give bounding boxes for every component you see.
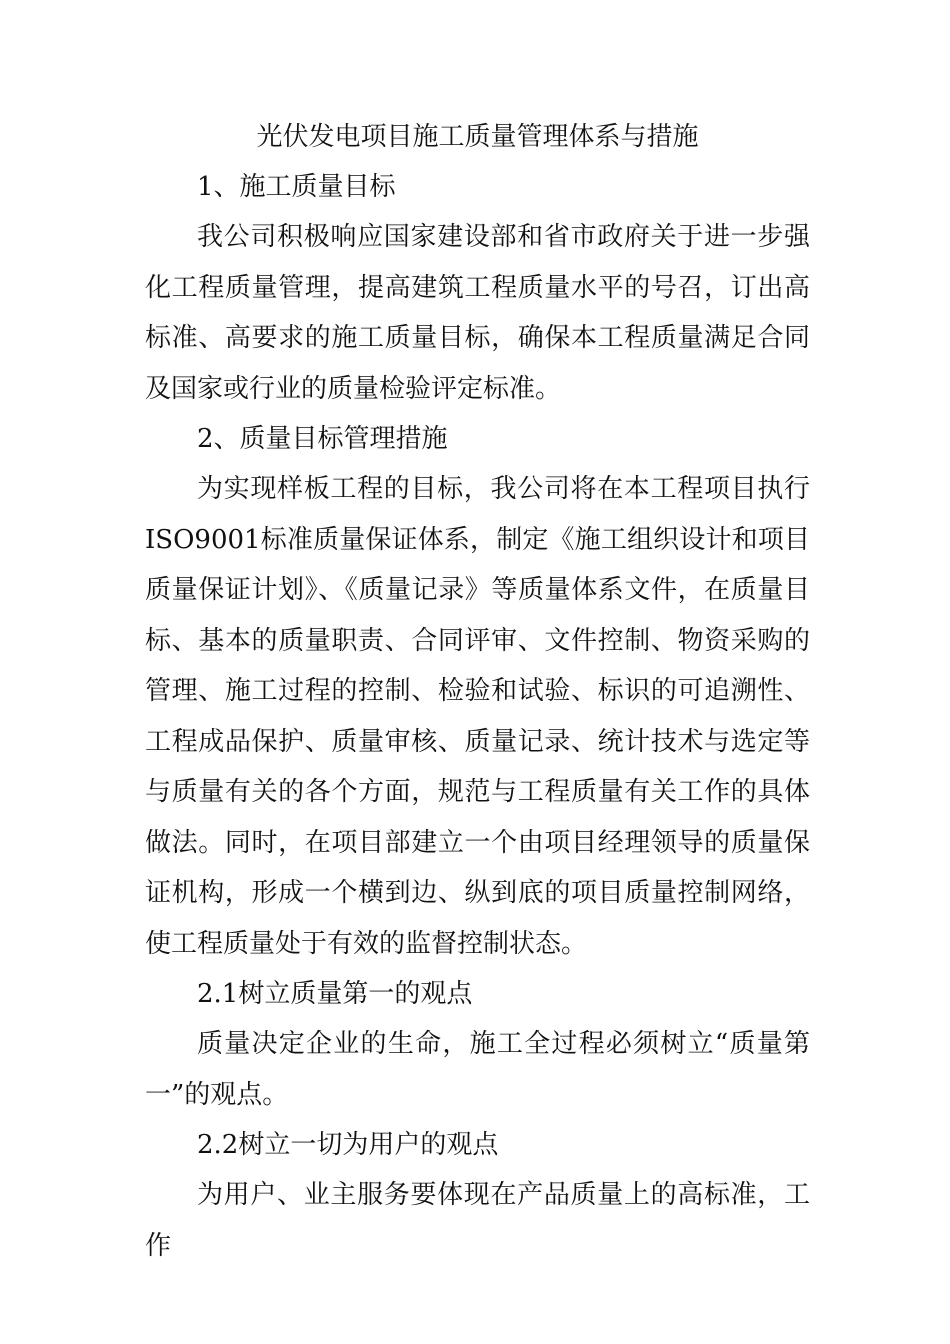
document-title: 光伏发电项目施工质量管理体系与措施: [256, 122, 699, 152]
paragraph-quality-goal: 我公司积极响应国家建设部和省市政府关于进一步强化工程质量管理，提高建筑工程质量水平的号召，订出高标准、高要求的施工质量目标，确保本工程质量满足合同及国家或行业的质量检验评定标准。: [145, 222, 810, 404]
section-heading-quality-goal: 1、施工质量目标: [197, 172, 396, 202]
document-body: [145, 112, 810, 1271]
section-heading-user-first: 2.2树立一切为用户的观点: [197, 1130, 499, 1160]
section-heading-quality-measures: 2、质量目标管理措施: [197, 424, 448, 454]
section-heading-quality-first: 2.1树立质量第一的观点: [197, 979, 473, 1009]
paragraph-user-first: 为用户、业主服务要体现在产品质量上的高标准，工作: [145, 1180, 810, 1261]
paragraph-quality-first: 质量决定企业的生命，施工全过程必须树立“质量第一”的观点。: [145, 1029, 810, 1110]
paragraph-quality-measures: 为实现样板工程的目标，我公司将在本工程项目执行ISO9001标准质量保证体系，制定《施工组织设计和项目质量保证计划》、《质量记录》等质量体系文件，在质量目标、基本的质量职责、合同评审、文件控制、物资采购的管理、施工过程的控制、检验和试验、标识的可追溯性、工程成品保护、质量审核、质量记录、统计技术与选定等与质量有关的各个方面，规范与工程质量有关工作的具体做法。同时，在项目部建立一个由项目经理领导的质量保证机构，形成一个横到边、纵到底的项目质量控制网络，使工程质量处于有效的监督控制状态。: [145, 474, 810, 959]
